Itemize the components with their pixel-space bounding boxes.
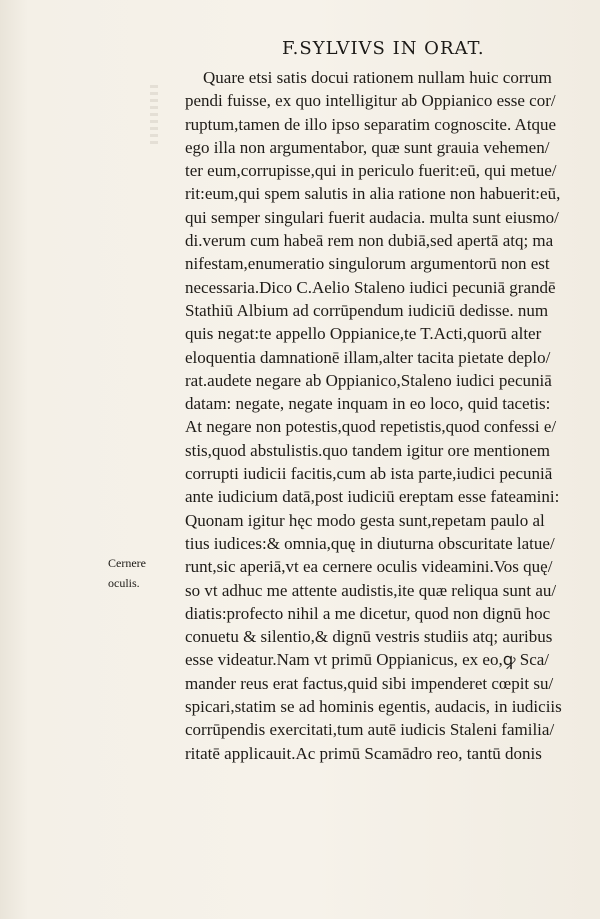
text-line: esse videatur.Nam vt primū Oppianicus, ex eo,ꝙ Sca/	[185, 650, 550, 670]
margin-note-line: oculis.	[108, 576, 140, 590]
text-line: eloquentia damnationē illam,alter tacita pietate deplo/	[185, 347, 551, 367]
text-line: stis,quod abstulistis.quo tandem igitur ore mentionem	[185, 440, 550, 460]
text-line: pendi fuisse, ex quo intelligitur ab Oppianico esse cor/	[185, 91, 556, 111]
text-line: rit:eum,qui spem salutis in alia ratione non habuerit:eū,	[185, 184, 561, 204]
running-header: F.SYLVIVS IN ORAT.	[282, 38, 485, 59]
text-line: ruptum,tamen de illo ipso separatim cognoscite. Atque	[185, 114, 557, 134]
text-line: qui semper singulari fuerit audacia. multa sunt eiusmo/	[185, 207, 559, 227]
text-line: ter eum,corrupisse,qui in periculo fuerit:eū, qui metue/	[185, 161, 557, 181]
text-line: conuetu & silentio,& dignū vestris studiis atq; auribus	[185, 627, 553, 647]
text-line: Quonam igitur hęc modo gesta sunt,repetam paulo al	[185, 510, 545, 530]
margin-note-line: Cernere	[108, 556, 146, 570]
text-line: ante iudicium datā,post iudiciū ereptam esse fateamini:	[185, 487, 560, 507]
text-line: mander reus erat factus,quid sibi impenderet cœpit su/	[185, 673, 554, 693]
bleed-through-mark	[150, 85, 158, 145]
text-line: tius iudices:& omnia,quę in diuturna obscuritate latue/	[185, 533, 555, 553]
text-line: so vt adhuc me attente audistis,ite quæ reliqua sunt au/	[185, 580, 557, 600]
text-line: At negare non potestis,quod repetistis,quod confessi e/	[185, 417, 557, 437]
text-line: Quare etsi satis docui rationem nullam huic corrum	[203, 68, 552, 87]
text-line: nifestam,enumeratio singulorum argumentorū non est	[185, 254, 550, 274]
text-line: ritatē applicauit.Ac primū Scamādro reo, tantū donis	[185, 743, 542, 763]
text-line: corrūpendis exercitati,tum autē iudicis Staleni familia/	[185, 720, 555, 740]
text-line: necessaria.Dico C.Aelio Staleno iudici pecuniā grandē	[185, 277, 556, 297]
margin-note	[108, 553, 146, 593]
text-line: di.verum cum habeā rem non dubiā,sed apertā atq; ma	[185, 231, 554, 251]
text-line: spicari,statim se ad hominis egentis, audacis, in iudiciis	[185, 697, 562, 717]
text-line: datam: negate, negate inquam in eo loco, quid tacetis:	[185, 394, 551, 414]
text-line: ego illa non argumentabor, quæ sunt grauia vehemen/	[185, 137, 550, 157]
text-line: Stathiū Albium ad corrūpendum iudiciū dedisse. num	[185, 300, 549, 320]
text-line: corrupti iudicii facitis,cum ab ista parte,iudici pecuniā	[185, 464, 553, 484]
text-line: diatis:profecto nihil a me dicetur, quod non dignū hoc	[185, 603, 551, 623]
body-text	[185, 66, 597, 765]
text-line: quis negat:te appello Oppianice,te T.Acti,quorū alter	[185, 324, 542, 344]
text-line: rat.audete negare ab Oppianico,Staleno iudici pecuniā	[185, 370, 552, 390]
text-line: runt,sic aperiā,vt ea cernere oculis videamini.Vos quę/	[185, 557, 553, 577]
